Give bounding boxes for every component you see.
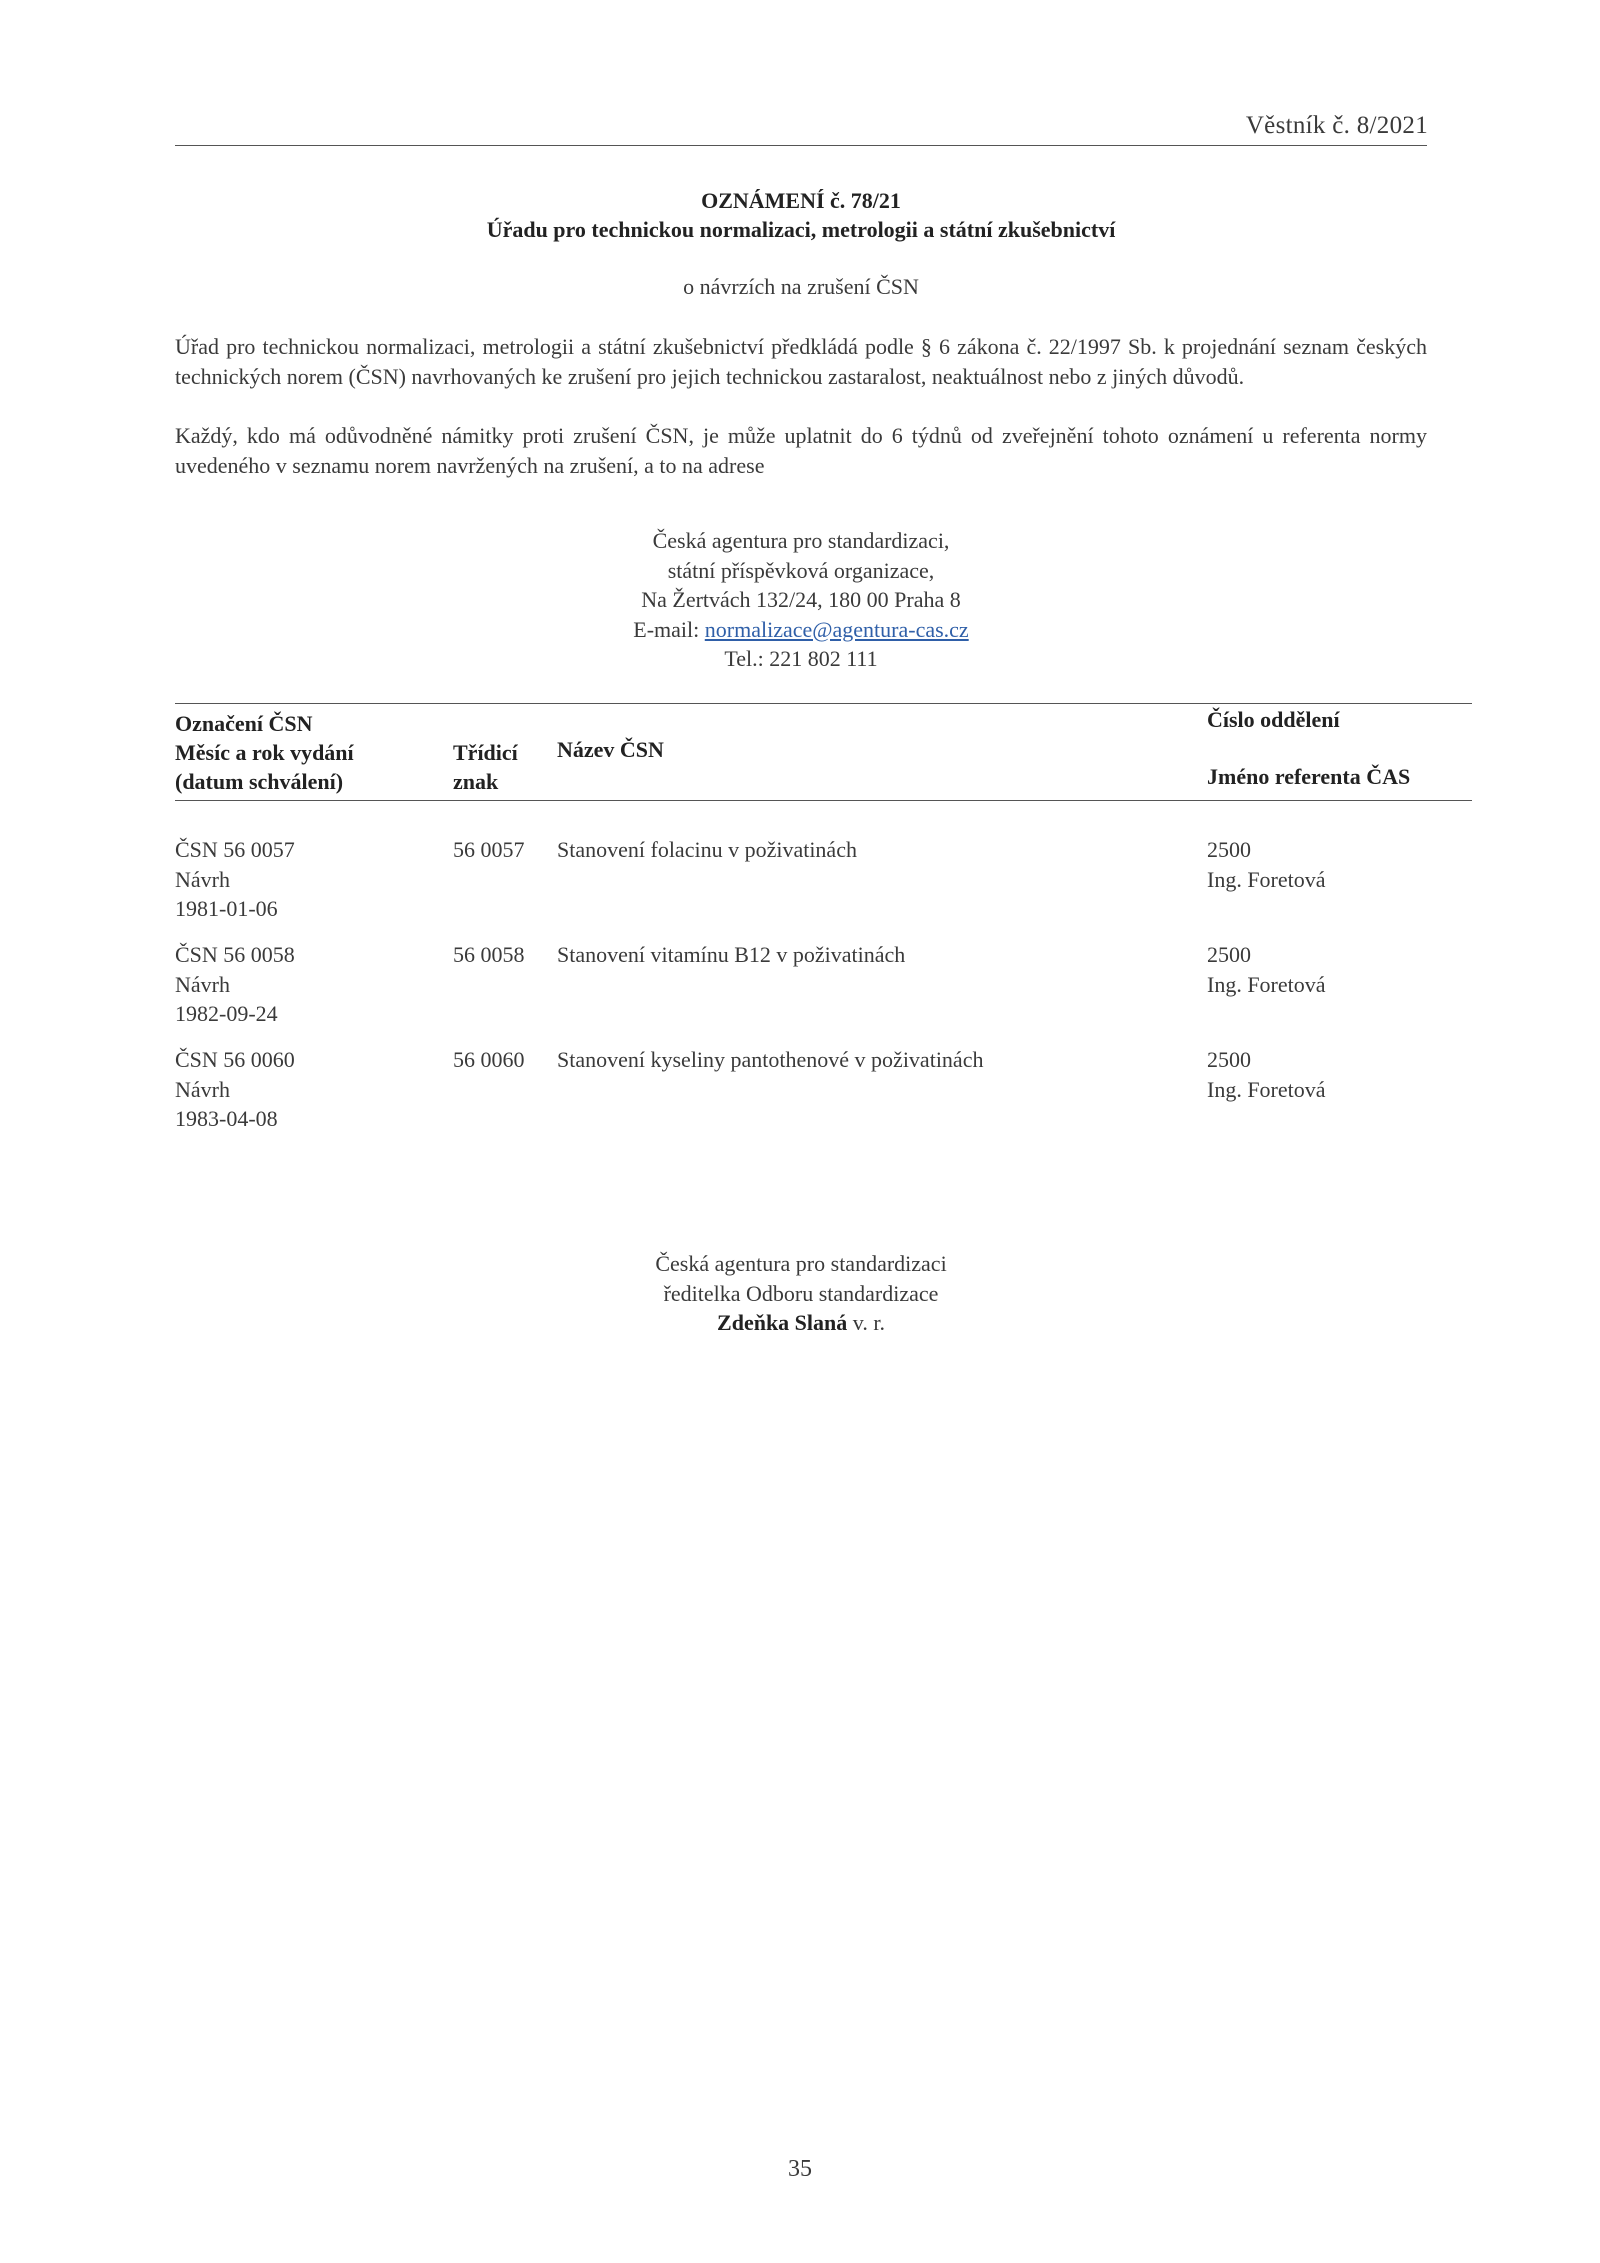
announcement-subtitle: o návrzích na zrušení ČSN: [683, 274, 919, 299]
phone-line: Tel.: 221 802 111: [724, 646, 878, 671]
header-designation-line-1: Označení ČSN: [175, 711, 313, 736]
email-line: [175, 615, 1427, 645]
standard-name: Stanovení vitamínu B12 v poživatinách: [557, 942, 906, 967]
designation-cell: [175, 1045, 295, 1134]
email-label: E-mail:: [633, 616, 705, 642]
department-number: 2500: [1207, 837, 1251, 862]
standard-name: Stanovení folacinu v poživatinách: [557, 837, 857, 862]
table-header-rule: [175, 800, 1472, 801]
journal-header: Věstník č. 8/2021: [1245, 112, 1428, 139]
intro-paragraph: Úřad pro technickou normalizaci, metrologii a státní zkušebnictví předkládá podle § 6 zákona č. 22/1997 Sb. k projednání seznam českých technických norem (ČSN) navrhovaných ke zrušení pro jejich technickou zastaralost, neaktuálnost nebo z jiných důvodů.: [175, 334, 1427, 389]
status: Návrh: [175, 1076, 230, 1102]
referent-name: Ing. Foretová: [1207, 866, 1326, 892]
objection-paragraph: Každý, kdo má odůvodněné námitky proti zrušení ČSN, je může uplatnit do 6 týdnů od zveřejnění tohoto oznámení u referenta normy uvedeného v seznamu norem navržených na zrušení, a to na adrese: [175, 423, 1427, 478]
designation: ČSN 56 0060: [175, 1047, 295, 1072]
classification-code: 56 0057: [453, 837, 525, 862]
classification-code: 56 0060: [453, 1047, 525, 1072]
designation: ČSN 56 0058: [175, 942, 295, 967]
header-code-line-2: znak: [453, 769, 499, 794]
table-header-designation: [175, 709, 354, 796]
announcement-title: [175, 186, 1427, 244]
signatory-name: Zdeňka Slaná: [717, 1310, 848, 1335]
address-line-3: Na Žertvách 132/24, 180 00 Praha 8: [641, 587, 961, 612]
referent-name: Ing. Foretová: [1207, 971, 1326, 997]
approval-date: 1983-04-08: [175, 1106, 278, 1131]
address-line-1: Česká agentura pro standardizaci,: [652, 528, 950, 553]
designation-cell: [175, 835, 295, 924]
signature-block: [175, 1249, 1427, 1338]
referent-cell: [1207, 940, 1326, 999]
title-line-1: OZNÁMENÍ č. 78/21: [701, 188, 901, 213]
department-number: 2500: [1207, 942, 1251, 967]
header-divider: [175, 145, 1427, 146]
approval-date: 1981-01-06: [175, 896, 278, 921]
page-number: 35: [788, 2156, 812, 2182]
signature-suffix: v. r.: [847, 1310, 885, 1335]
address-line-2: státní příspěvková organizace,: [667, 557, 935, 583]
header-designation-line-2: Měsíc a rok vydání: [175, 740, 354, 765]
status: Návrh: [175, 866, 230, 892]
designation: ČSN 56 0057: [175, 837, 295, 862]
classification-code: 56 0058: [453, 942, 525, 967]
header-code-line-1: Třídicí: [453, 740, 518, 765]
signature-name-line: [175, 1308, 1427, 1338]
referent-name: Ing. Foretová: [1207, 1076, 1326, 1102]
address-block: [175, 526, 1427, 674]
approval-date: 1982-09-24: [175, 1001, 278, 1026]
title-line-2: Úřadu pro technickou normalizaci, metrologii a státní zkušebnictví: [486, 217, 1116, 242]
department-number: 2500: [1207, 1047, 1251, 1072]
designation-cell: [175, 940, 295, 1029]
table-header-department: Číslo oddělení: [1207, 707, 1340, 732]
table-header-referent: Jméno referenta ČAS: [1207, 764, 1411, 789]
status: Návrh: [175, 971, 230, 997]
table-top-rule: [175, 703, 1472, 704]
table-header-name: Název ČSN: [557, 737, 664, 762]
referent-cell: [1207, 1045, 1326, 1104]
header-designation-line-3: (datum schválení): [175, 769, 344, 794]
referent-cell: [1207, 835, 1326, 894]
standard-name: Stanovení kyseliny pantothenové v poživatinách: [557, 1047, 984, 1072]
signature-role: ředitelka Odboru standardizace: [663, 1280, 939, 1306]
signature-organization: Česká agentura pro standardizaci: [655, 1251, 947, 1276]
table-header-code: [453, 738, 518, 796]
email-link[interactable]: normalizace@agentura-cas.cz: [704, 616, 969, 642]
